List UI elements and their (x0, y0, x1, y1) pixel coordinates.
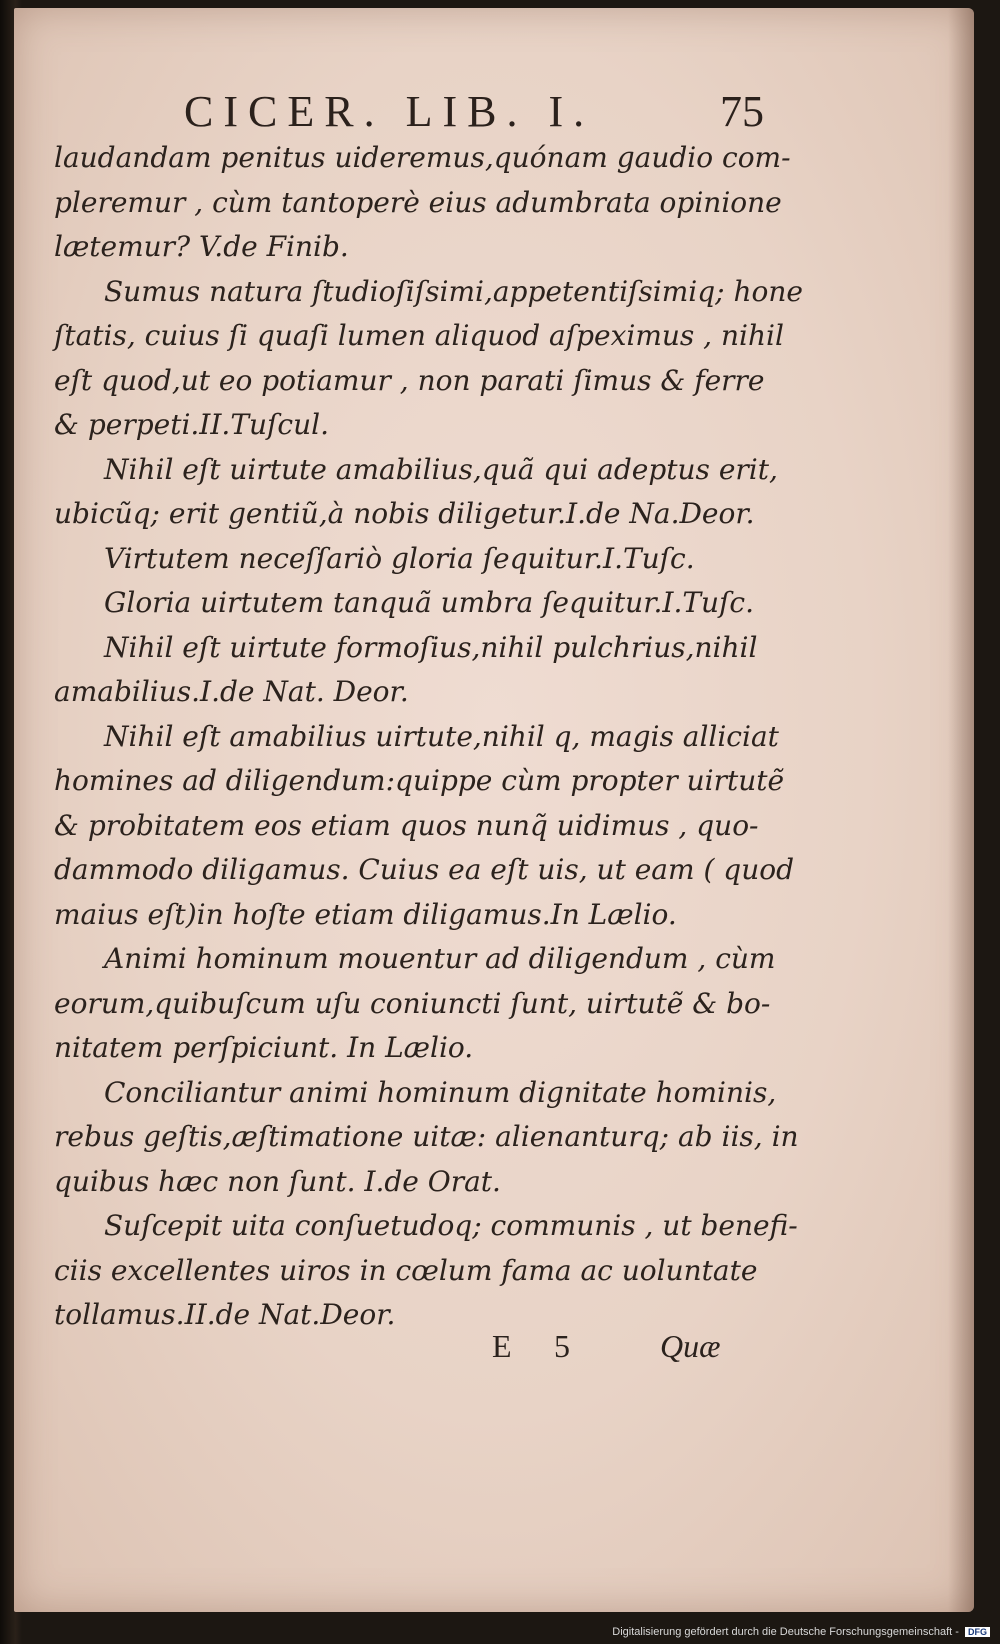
dfg-logo: DFG (965, 1627, 990, 1637)
book-page (14, 8, 974, 1612)
text-line: pleremur , cùm tantoperè eius adumbrata opinione (54, 185, 782, 219)
text-line: Nihil eſt uirtute formoſius,nihil pulchrius,nihil (104, 630, 758, 664)
text-line: Suſcepit uita conſuetudoq; communis , ut benefi- (104, 1209, 798, 1242)
text-line: Sumus natura ſtudioſiſsimi,appetentiſsimiq; hone (104, 274, 803, 308)
body-text (54, 136, 803, 1338)
text-line: nitatem perſpiciunt. In Lælio. (54, 1031, 474, 1064)
text-line: dammodo diligamus. Cuius ea eſt uis, ut eam ( quod (54, 853, 795, 886)
text-line: Conciliantur animi hominum dignitate hominis, (104, 1075, 777, 1109)
text-line: maius eſt)in hoſte etiam diligamus.In Lælio. (54, 897, 677, 931)
text-line: ſtatis, cuius ſi quaſi lumen aliquod aſpeximus , nihil (54, 319, 784, 352)
text-line: Nihil eſt amabilius uirtute,nihil q, magis alliciat (104, 719, 779, 753)
text-line: lætemur? V.de Finib. (54, 230, 349, 263)
text-line: & probitatem eos etiam quos nunq̃ uidimus , quo- (54, 808, 759, 842)
text-line: laudandam penitus uideremus,quónam gaudio com- (54, 141, 791, 174)
catchword: Quæ (660, 1328, 721, 1364)
text-line: eſt quod,ut eo potiamur , non parati ſimus & ferre (54, 363, 765, 397)
text-line: amabilius.I.de Nat. Deor. (54, 675, 409, 708)
text-line: quibus hæc non ſunt. I.de Orat. (54, 1164, 501, 1198)
page-number: 75 (720, 87, 764, 136)
text-line: rebus geſtis,æſtimatione uitæ: alienanturq; ab iis, in (54, 1120, 799, 1153)
text-line: Virtutem neceſſariò gloria ſequitur.I.Tuſc. (104, 541, 695, 575)
text-line: ubicũq; erit gentiũ,à nobis diligetur.I.de Na.Deor. (54, 497, 755, 530)
text-line: homines ad diligendum:quippe cùm propter uirtutẽ (54, 764, 785, 797)
signature-number: 5 (554, 1328, 570, 1364)
text-line: eorum,quibuſcum uſu coniuncti ſunt, uirtutẽ & bo- (54, 986, 771, 1020)
footer-credit: Digitalisierung gefördert durch die Deutsche Forschungsgemeinschaft - (612, 1626, 959, 1638)
text-line: ciis excellentes uiros in cœlum fama ac uoluntate (54, 1253, 758, 1287)
text-line: Animi hominum mouentur ad diligendum , cùm (104, 942, 776, 975)
text-line: Gloria uirtutem tanquã umbra ſequitur.I.Tuſc. (104, 586, 755, 619)
signature-mark: E (492, 1328, 512, 1364)
text-line: Nihil eſt uirtute amabilius,quã qui adeptus erit, (104, 452, 778, 486)
digitization-footer (612, 1626, 990, 1638)
running-head-title: CICER. LIB. I. (184, 87, 595, 136)
text-line: tollamus.II.de Nat.Deor. (54, 1298, 396, 1331)
text-line: & perpeti.II.Tuſcul. (54, 408, 329, 441)
